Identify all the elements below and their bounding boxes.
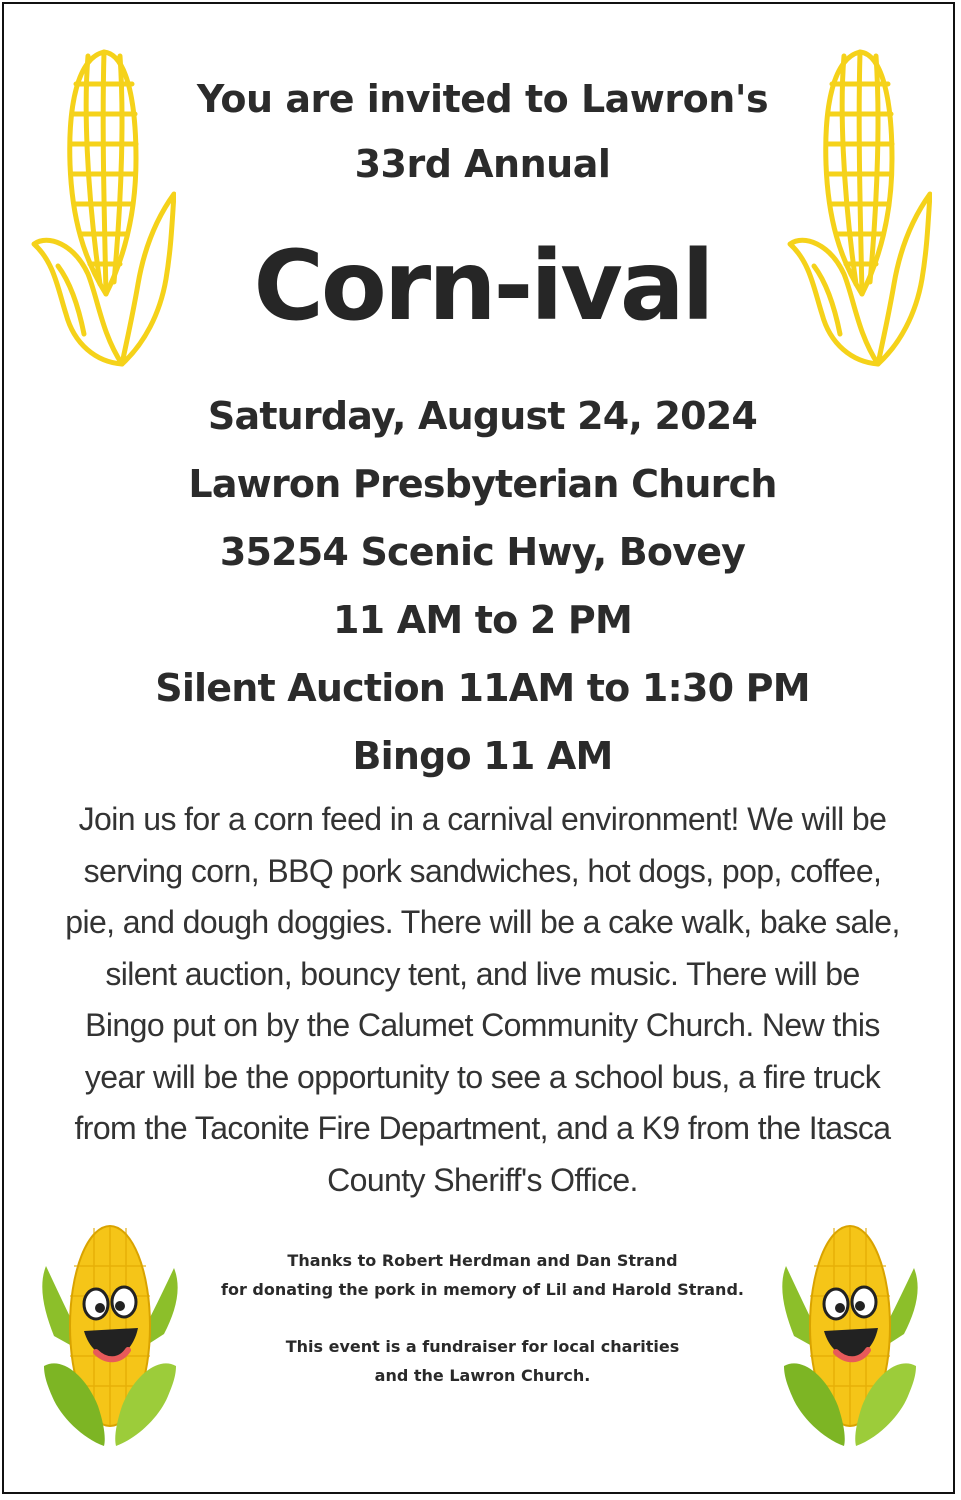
description-line: serving corn, BBQ pork sandwiches, hot dogs, pop, coffee, xyxy=(83,852,882,889)
event-address: 35254 Scenic Hwy, Bovey xyxy=(219,530,746,574)
event-venue: Lawron Presbyterian Church xyxy=(188,462,777,506)
bingo-time: Bingo 11 AM xyxy=(352,734,613,778)
silent-auction-hours: Silent Auction 11AM to 1:30 PM xyxy=(155,666,810,710)
event-details xyxy=(4,382,961,790)
fundraiser-line: and the Lawron Church. xyxy=(374,1366,591,1385)
description-line: Join us for a corn feed in a carnival environment! We will be xyxy=(78,801,887,837)
annual-line: 33rd Annual xyxy=(354,142,611,186)
thanks-note xyxy=(154,1246,811,1304)
description-line: year will be the opportunity to see a school bus, a fire truck xyxy=(84,1058,881,1095)
invite-line: You are invited to Lawron's xyxy=(196,77,769,121)
description-line: County Sheriff's Office. xyxy=(327,1161,638,1198)
flyer xyxy=(2,2,955,1494)
thanks-line: Thanks to Robert Herdman and Dan Strand xyxy=(287,1251,678,1270)
description-line: pie, and dough doggies. There will be a cake walk, bake sale, xyxy=(65,904,900,940)
event-hours: 11 AM to 2 PM xyxy=(333,598,632,642)
description-line: Bingo put on by the Calumet Community Church. New this xyxy=(85,1007,880,1043)
event-date: Saturday, August 24, 2024 xyxy=(207,394,758,438)
description-line: from the Taconite Fire Department, and a K9 from the Itasca xyxy=(74,1110,891,1146)
event-title: Corn-ival xyxy=(253,230,712,342)
fundraiser-line: This event is a fundraiser for local charities xyxy=(285,1337,680,1356)
fundraiser-note xyxy=(154,1332,811,1390)
thanks-line: for donating the pork in memory of Lil and Harold Strand. xyxy=(221,1280,744,1299)
description-line: silent auction, bouncy tent, and live music. There will be xyxy=(105,955,860,992)
event-description xyxy=(54,794,911,1206)
